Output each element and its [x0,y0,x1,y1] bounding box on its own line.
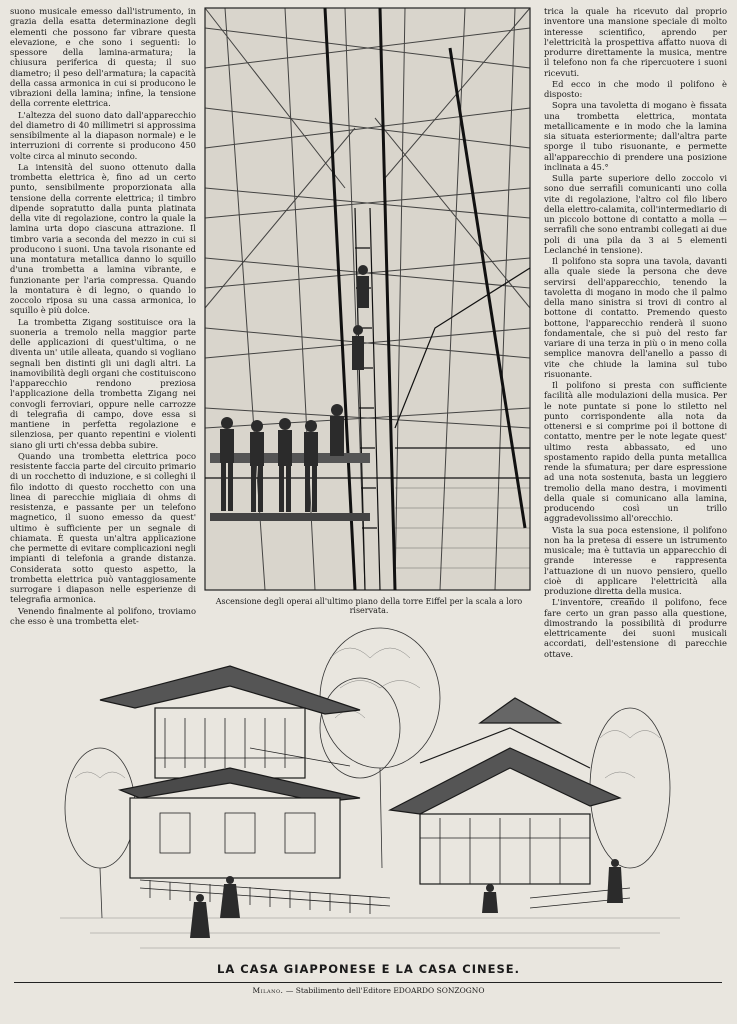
paragraph: Venendo finalmente al polifono, troviamo che esso è una trombetta elet- [10,605,196,626]
paragraph: Vista la sua poca estensione, il polifono non ha la pretesa di essere un istrumento musicale; ma è tuttavia un apparecchio di grande interesse e rappresenta l'attuazione di un nuovo pensiero, quello cioè di applicare l'elettricità alla produzione diretta della musica. [544,524,727,596]
japanese-chinese-houses-engraving [60,618,680,960]
publisher-footer [0,986,737,995]
footer-text: — Stabilimento dell'Editore EDOARDO SONZOGNO [283,986,485,995]
paragraph: trica la quale ha ricevuto dal proprio inventore una mansione speciale di molto interesse scientifico, aprendo per l'elettricità la prospettiva affatto nuova di produrre direttamente la musica, mentre il telefono non fa che ripercuotere i suoni ricevuti. [544,6,727,78]
paragraph: L'inventore, creando il polifono, fece fare certo un gran passo alla questione, dimostrando la possibilità di produrre elettricamente dei suoni musicali accordati, dell'estensione di parecchie ottave. [544,597,727,659]
paragraph: Sulla parte superiore dello zoccolo vi sono due serrafili comunicanti uno colla vite di regolazione, l'altro col filo libero della elettro-calamita, coll'intermediario di un piccolo bottone di contatto a molla — serrafili che sono entrambi collegati ai due poli di una pila da 3 ai 5 elementi Leclanché in tensione). [544,173,727,255]
paragraph: La intensità del suono ottenuto dalla trombetta elettrica è, fino ad un certo punto, sensibilmente proporzionata alla tensione della corrente elettrica; il timbro dipende sopratutto dalla punta platinata della vite di regolazione, contro la quale la lamina urta dopo ciascuna attrazione. Il timbro varia a seconda del mezzo in cui si producono i suoni. Una tavola risonante ed una montatura metallica danno lo squillo d'una trombetta a lamina vibrante, e funzionante per l'aria compressa. Quando la montatura è di legno, o quando lo zoccolo riposa su una cassa armonica, lo squillo è più dolce. [10,161,196,316]
paragraph: L'altezza del suono dato dall'apparecchio del diametro di 40 millimetri si approssima sensibilmente al la diapason normale) e le interruzioni di corrente si producono 450 volte circa al minuto secondo. [10,109,196,161]
paragraph: Ed ecco in che modo il polifono è disposto: [544,78,727,99]
footer-rule [14,982,722,983]
paragraph: Sopra una tavoletta di mogano è fissata una trombetta elettrica, montata metallicamente e in modo che la lamina sia situata esteriormente; dall'altra parte sporge il tubo risuonante, e permette all'apparecchio di prendere una posizione inclinata a 45.° [544,100,727,172]
tower-caption: Ascensione degli operai all'ultimo piano della torre Eiffel per la scala a loro riservata. [215,597,523,615]
paragraph: Il polifono si presta con sufficiente facilità alle modulazioni della musica. Per le note puntate si pone lo stiletto nel punto corrispondente alla nota da ottenersi e si comprime poi il bottone di contatto, mentre per le note legate quest' ultimo resta abbassato, ed uno spostamento rapido della punta metallica rende la sfumatura; per dare espressione ad una nota sostenuta, basta un leggiero tremolio della mano destra, i movimenti della quale si comunicano alla lamina, producendo così un trillo aggradevolissimo all'orecchio. [544,380,727,524]
column-end-rule [590,598,634,599]
footer-city: Milano. [252,986,284,995]
paragraph: suono musicale emesso dall'istrumento, in grazia della esatta determinazione degli elementi che possono far vibrare questa elevazione, e che sono i seguenti: lo spessore della lamina-armatura; la chiusura periferica di questa; il suo diametro; il peso dell'armatura; la capacità della cassa armonica in cui si producono le vibrazioni della lamina; infine, la tensione della corrente elettrica. [10,6,196,109]
left-text-column [10,6,196,626]
paragraph: Il polifono sta sopra una tavola, davanti alla quale siede la persona che deve servirsi dell'apparecchio, tenendo la tavoletta di mogano in modo che il palmo della mano sinistra si trovi di contro al bottone di contatto. Premendo questo bottone, l'apparecchio renderà il suono fondamentale, che si può del resto far variare di una terza in più o in meno colla semplice manovra dell'anello a passo di vite che chiude la lamina sul tubo risuonante. [544,256,727,379]
eiffel-tower-engraving [205,8,530,590]
houses-title: LA CASA GIAPPONESE E LA CASA CINESE. [217,962,520,976]
right-text-column [544,6,727,659]
paragraph: Quando una trombetta elettrica poco resistente faccia parte del circuito primario di un rocchetto di induzione, e si colleghi il filo indotto di questo rocchetto con una linea di parecchie migliaia di ohms di resistenza, e passante per un telefono magnetico, il suono emesso da quest' ultimo è sufficiente per un segnale di chiamata. È questa un'altra applicazione che permette di evitare complicazioni negli impianti di telefonia a grande distanza. Considerata sotto questo aspetto, la trombetta elettrica può vantaggiosamente surrogare i diapason nelle esperienze di telegrafia armonica. [10,450,196,605]
paragraph: La trombetta Zigang sostituisce ora la suoneria a tremolo nella maggior parte delle applicazioni di quest'ultima, o ne diventa un' utile alleata, quando si vogliano segnali ben distinti gli uni dagli altri. La inamovibilità degli organi che costituiscono l'apparecchio rendono preziosa l'applicazione della trombetta Zigang nei convogli ferroviari, oppure nelle carrozze di telegrafia di campo, dove essa si mantiene in perfetta regolazione e silenziosa, per quanto repentini e violenti siano gli urti ch'essa debba subire. [10,316,196,450]
